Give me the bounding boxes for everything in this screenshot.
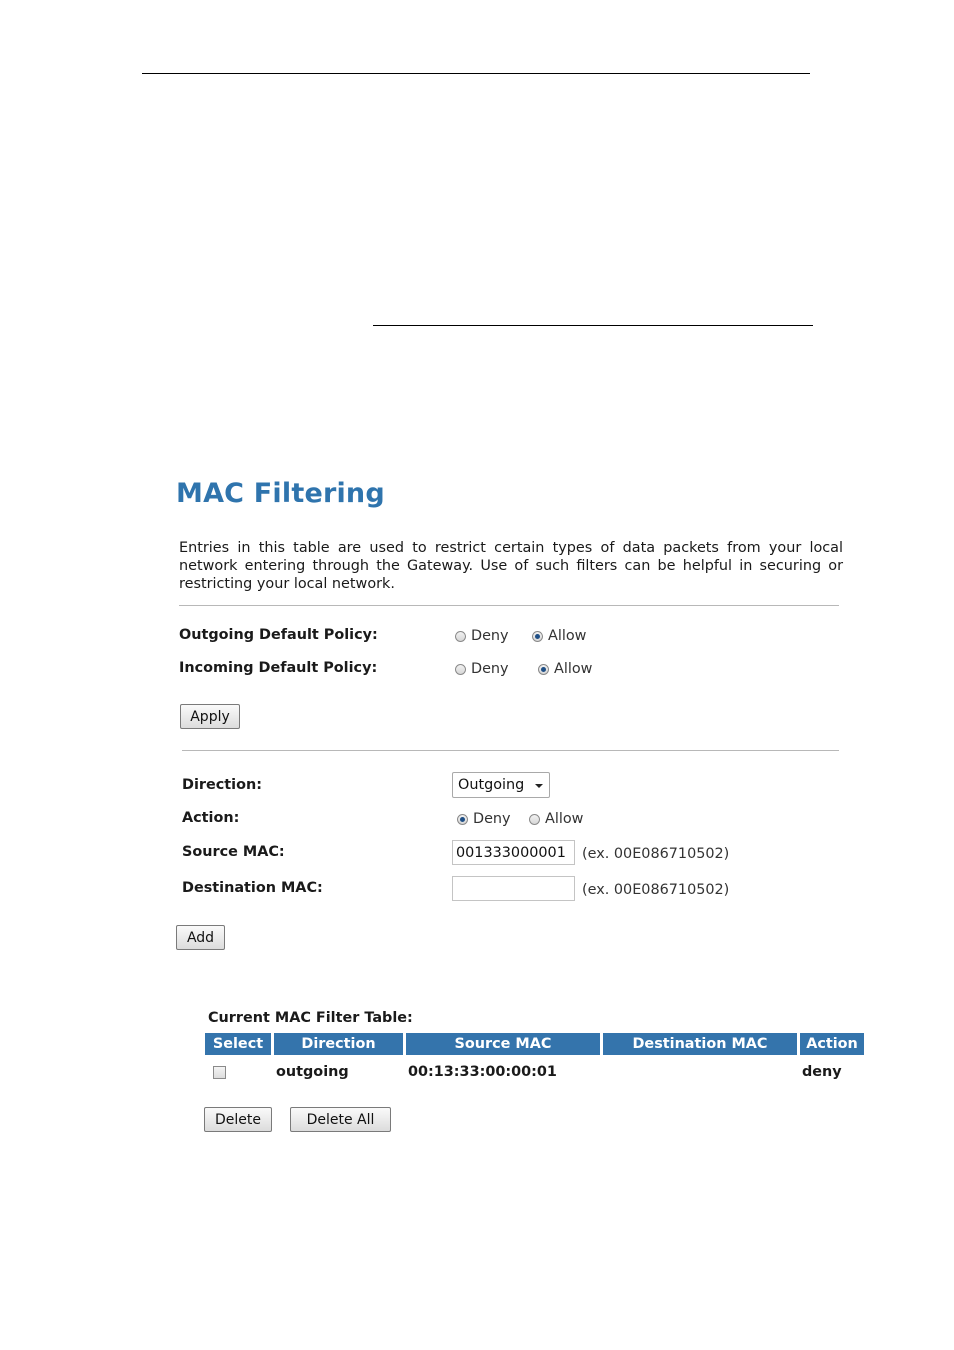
action-deny-label: Deny	[473, 811, 511, 827]
outgoing-allow-option[interactable]	[532, 628, 586, 644]
action-deny-radio[interactable]	[457, 814, 468, 825]
outgoing-allow-label: Allow	[548, 628, 587, 644]
outgoing-deny-label: Deny	[471, 628, 509, 644]
action-label: Action:	[182, 810, 240, 826]
filter-table-caption: Current MAC Filter Table:	[208, 1010, 413, 1026]
destination-mac-hint: (ex. 00E086710502)	[582, 882, 730, 898]
chevron-down-icon	[535, 784, 543, 788]
incoming-deny-radio[interactable]	[455, 664, 466, 675]
outgoing-allow-radio[interactable]	[532, 631, 543, 642]
header-direction: Direction	[274, 1033, 403, 1055]
row-direction: outgoing	[276, 1064, 349, 1080]
incoming-allow-radio[interactable]	[538, 664, 549, 675]
action-allow-option[interactable]	[529, 811, 583, 827]
page-mid-rule	[373, 325, 813, 326]
incoming-allow-option[interactable]	[538, 661, 592, 677]
action-allow-label: Allow	[545, 811, 584, 827]
incoming-policy-label: Incoming Default Policy:	[179, 660, 378, 676]
delete-button[interactable]: Delete	[204, 1107, 272, 1132]
destination-mac-input[interactable]	[452, 876, 575, 901]
section-divider-1	[179, 605, 839, 606]
row-action: deny	[802, 1064, 842, 1080]
incoming-allow-label: Allow	[554, 661, 593, 677]
header-action: Action	[800, 1033, 864, 1055]
outgoing-deny-radio[interactable]	[455, 631, 466, 642]
apply-button[interactable]: Apply	[180, 704, 240, 729]
direction-select[interactable]	[452, 772, 550, 798]
delete-all-button[interactable]: Delete All	[290, 1107, 391, 1132]
direction-select-value: Outgoing	[458, 777, 525, 793]
direction-label: Direction:	[182, 777, 262, 793]
page-description: Entries in this table are used to restrict certain types of data packets from your local network entering through the Gateway. Use of such filters can be helpful in securing or restricting your local network.	[179, 540, 843, 592]
action-deny-option[interactable]	[457, 811, 511, 827]
outgoing-policy-label: Outgoing Default Policy:	[179, 627, 378, 643]
outgoing-deny-option[interactable]	[455, 628, 509, 644]
action-allow-radio[interactable]	[529, 814, 540, 825]
header-source-mac: Source MAC	[406, 1033, 600, 1055]
page-top-rule	[142, 73, 810, 74]
incoming-deny-label: Deny	[471, 661, 509, 677]
source-mac-label: Source MAC:	[182, 844, 285, 860]
section-divider-2	[182, 750, 839, 751]
row-source-mac: 00:13:33:00:00:01	[408, 1064, 557, 1080]
destination-mac-label: Destination MAC:	[182, 880, 323, 896]
page-title: MAC Filtering	[176, 478, 385, 509]
incoming-deny-option[interactable]	[455, 661, 509, 677]
source-mac-hint: (ex. 00E086710502)	[582, 846, 730, 862]
header-destination-mac: Destination MAC	[603, 1033, 797, 1055]
add-button[interactable]: Add	[176, 925, 225, 950]
header-select: Select	[205, 1033, 271, 1055]
row-select-checkbox[interactable]	[213, 1066, 226, 1079]
source-mac-input[interactable]	[452, 840, 575, 865]
